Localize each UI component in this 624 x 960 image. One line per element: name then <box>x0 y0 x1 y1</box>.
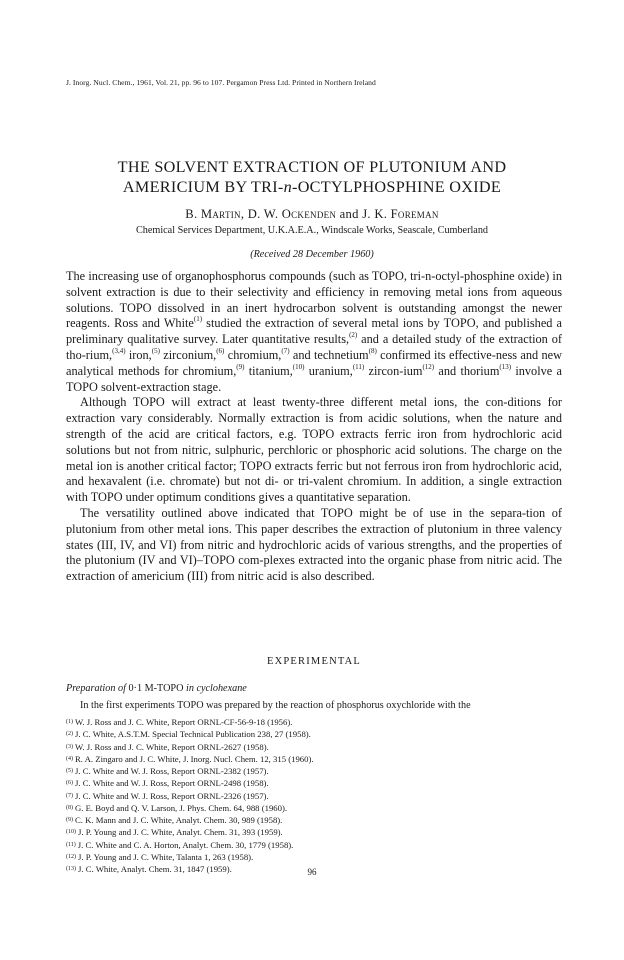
text-run: titanium, <box>244 363 293 378</box>
text-run: involve a TOPO solvent-extraction stage. <box>66 363 562 394</box>
section-paragraph: In the first experiments TOPO was prepared by the reaction of phosphorus oxychloride with the <box>80 700 471 711</box>
reference-number: (6) <box>66 780 73 787</box>
reference-item <box>66 766 562 778</box>
reference-list <box>66 717 562 876</box>
paragraph-2: Although TOPO will extract at least twenty-three different metal ions, the con-ditions for extraction vary considerably. Normally extraction is from acidic solutions, when the nature and strength of the acid are critical factors, e.g. TOPO extracts ferric iron from hydrochloric acid solutions but not from nitric, sulphuric, perchloric or phosphoric acid solutions. The charge on the metal ion is another critical factor; TOPO extracts ferric but not ferrous iron from hydrochloric acid, and hexavalent (i.e. chromate) but not di- or tri-valent chromium. In addition, a single extraction with TOPO under optimum conditions gives a quantitative separation. <box>66 395 562 505</box>
reference-item <box>66 729 562 741</box>
citation-ref: (10) <box>292 362 305 371</box>
citation-ref: (9) <box>236 362 245 371</box>
received-date <box>40 249 584 260</box>
subsection-heading <box>66 683 562 694</box>
reference-item <box>66 778 562 790</box>
reference-number: (5) <box>66 768 73 774</box>
author-conjunction: and <box>339 207 359 221</box>
page-number: 96 <box>307 867 317 877</box>
citation-ref: (7) <box>281 346 290 355</box>
citation-ref: (13) <box>499 362 512 371</box>
text-run: chromium, <box>224 347 282 362</box>
reference-text: R. A. Zingaro and J. C. White, J. Inorg. Nucl. Chem. 12, 315 (1960). <box>75 753 314 764</box>
received-text: (Received 28 December 1960) <box>250 249 374 260</box>
reference-item <box>66 717 562 729</box>
paragraph-3: The versatility outlined above indicated that TOPO might be of use in the separa-tion of plutonium from other metal ions. This paper describes the extraction of plutonium in three valency states (III, IV, and VI) from nitric and hydrochloric acids of various strengths, and the properties of the plutonium (IV and VI)–TOPO com-plexes extracted into the organic phase from nitric acid. The extraction of americium (III) from nitric acid is also described. <box>66 505 562 584</box>
reference-text: J. C. White, A.S.T.M. Special Technical Publication 238, 27 (1958). <box>75 729 311 740</box>
citation-ref: (11) <box>352 362 365 371</box>
author-name: D. W. Ockenden <box>247 207 337 221</box>
reference-number: (11) <box>66 841 76 848</box>
text-run: iron, <box>125 347 152 362</box>
author-name: J. K. Foreman <box>362 207 439 221</box>
text-run: and thorium <box>434 363 500 378</box>
citation-ref: (1) <box>193 315 203 324</box>
title-line-2 <box>40 178 584 198</box>
title-part: -OCTYLPHOSPHINE OXIDE <box>292 177 502 196</box>
title-part: AMERICIUM BY TRI- <box>122 177 284 196</box>
citation-ref: (8) <box>368 346 377 355</box>
reference-item <box>66 827 562 839</box>
text-run: and technetium <box>289 347 369 362</box>
paragraph-1 <box>66 269 562 395</box>
text-run: zircon-ium <box>364 363 423 378</box>
reference-text: J. P. Young and J. C. White, Analyt. Chem. 31, 393 (1959). <box>78 827 283 838</box>
author-name: B. Martin, <box>185 207 245 221</box>
article-body <box>66 269 562 585</box>
article-title <box>40 158 584 197</box>
text-run: confirmed its effective-ness and new analytical methods for chromium, <box>66 347 562 378</box>
text-run: studied the extraction of several metal ions by TOPO, and published a preliminary qualitative survey. Later quantitative results, <box>66 316 563 347</box>
reference-text: J. C. White, Analyt. Chem. 31, 1847 (1959). <box>78 864 232 874</box>
reference-item <box>66 815 562 827</box>
reference-number: (4) <box>66 755 73 762</box>
reference-number: (1) <box>66 719 73 725</box>
reference-text: C. K. Mann and J. C. White, Analyt. Chem. 30, 989 (1958). <box>75 815 283 825</box>
subhead-part: Preparation of <box>66 683 129 694</box>
reference-text: W. J. Ross and J. C. White, Report ORNL-2627 (1958). <box>75 741 269 752</box>
reference-item <box>66 803 562 815</box>
author-list <box>40 207 584 222</box>
reference-text: G. E. Boyd and Q. V. Larson, J. Phys. Chem. 64, 988 (1960). <box>75 802 288 813</box>
reference-number: (10) <box>66 829 76 836</box>
reference-item <box>66 754 562 766</box>
subhead-part: in cyclohexane <box>183 683 247 694</box>
reference-text: J. C. White and W. J. Ross, Report ORNL-2326 (1957). <box>75 790 269 801</box>
reference-text: J. P. Young and J. C. White, Talanta 1, 263 (1958). <box>78 851 254 862</box>
reference-text: W. J. Ross and J. C. White, Report ORNL-CF-56-9-18 (1956). <box>75 717 293 727</box>
citation-ref: (12) <box>422 362 435 371</box>
reference-item <box>66 852 562 864</box>
text-run: uranium, <box>304 363 353 378</box>
reference-text: J. C. White and W. J. Ross, Report ORNL-2498 (1958). <box>75 778 269 789</box>
section-heading: EXPERIMENTAL <box>266 656 362 667</box>
citation-ref: (6) <box>216 346 225 355</box>
reference-number: (12) <box>66 853 76 860</box>
reference-text: J. C. White and C. A. Horton, Analyt. Chem. 30, 1779 (1958). <box>77 839 294 850</box>
journal-citation: J. Inorg. Nucl. Chem., 1961, Vol. 21, pp. 96 to 107. Pergamon Press Ltd. Printed in Northern Ireland <box>66 78 376 87</box>
reference-number: (7) <box>66 792 73 799</box>
title-line-1: THE SOLVENT EXTRACTION OF PLUTONIUM AND <box>117 158 507 176</box>
subhead-part: 0·1 M-TOPO <box>128 683 184 694</box>
reference-number: (8) <box>66 804 73 811</box>
reference-number: (13) <box>66 866 76 872</box>
reference-text: J. C. White and W. J. Ross, Report ORNL-2382 (1957). <box>75 766 269 776</box>
reference-number: (9) <box>66 817 73 823</box>
reference-item <box>66 791 562 803</box>
citation-ref: (3,4) <box>112 346 126 355</box>
reference-item <box>66 742 562 754</box>
text-run: and a detailed study of the extraction of tho-rium, <box>66 332 562 362</box>
citation-ref: (2) <box>349 331 358 340</box>
affiliation: Chemical Services Department, U.K.A.E.A., Windscale Works, Seascale, Cumberland <box>135 225 489 236</box>
reference-item <box>66 840 562 852</box>
title-italic-n: n <box>283 177 292 196</box>
text-run: zirconium, <box>159 347 217 362</box>
reference-number: (2) <box>66 731 73 738</box>
citation-ref: (5) <box>151 346 160 355</box>
reference-number: (3) <box>66 743 73 750</box>
text-run: The increasing use of organophosphorus compounds (such as TOPO, tri-n-octyl-phosphine oxide) in solvent extraction is due to their selectivity and efficiency in removing metal ions from aqueous solutions. TOPO dissolved in an inert hydrocarbon solvent is outstanding amongst the newer reagents. Ross and White <box>66 269 562 331</box>
